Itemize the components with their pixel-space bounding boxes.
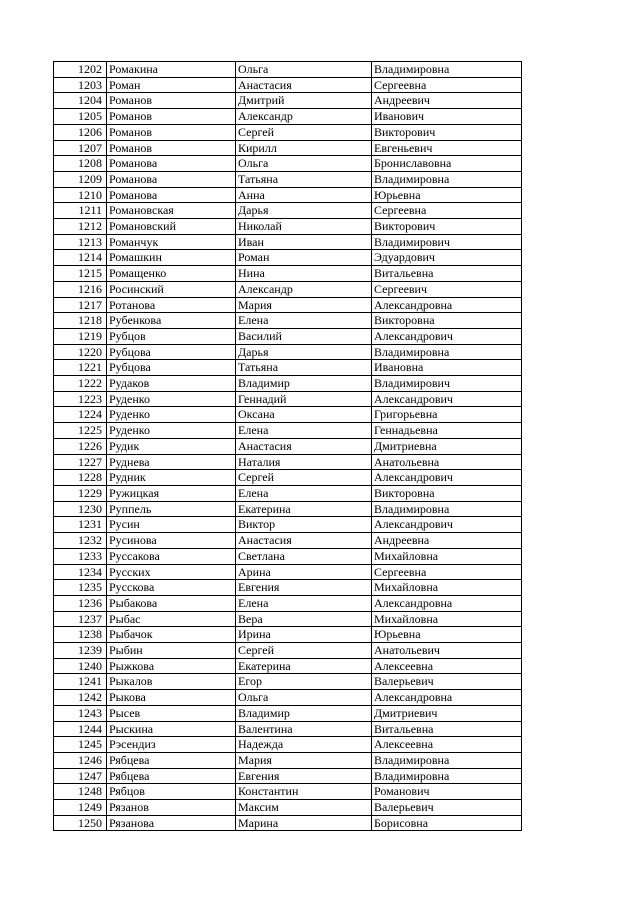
table-row xyxy=(54,643,522,659)
cell-first-name: Василий xyxy=(236,328,372,344)
cell-number: 1222 xyxy=(54,376,107,392)
cell-first-name: Евгения xyxy=(236,580,372,596)
cell-last-name: Романова xyxy=(107,171,236,187)
cell-number: 1231 xyxy=(54,517,107,533)
cell-first-name: Дмитрий xyxy=(236,93,372,109)
cell-patronymic: Брониславовна xyxy=(372,156,522,172)
table-row xyxy=(54,234,522,250)
cell-first-name: Анастасия xyxy=(236,438,372,454)
table-row xyxy=(54,156,522,172)
cell-last-name: Рязанова xyxy=(107,815,236,831)
cell-number: 1209 xyxy=(54,171,107,187)
cell-number: 1248 xyxy=(54,784,107,800)
table-row xyxy=(54,815,522,831)
cell-first-name: Мария xyxy=(236,752,372,768)
cell-number: 1211 xyxy=(54,203,107,219)
cell-last-name: Ромащенко xyxy=(107,266,236,282)
cell-first-name: Сергей xyxy=(236,643,372,659)
table-row xyxy=(54,580,522,596)
cell-first-name: Татьяна xyxy=(236,171,372,187)
cell-first-name: Анастасия xyxy=(236,533,372,549)
cell-number: 1236 xyxy=(54,595,107,611)
cell-last-name: Рыбачок xyxy=(107,627,236,643)
cell-last-name: Роман xyxy=(107,77,236,93)
cell-last-name: Рэсендиз xyxy=(107,737,236,753)
table-row xyxy=(54,360,522,376)
cell-last-name: Рысев xyxy=(107,705,236,721)
cell-patronymic: Валерьевич xyxy=(372,800,522,816)
cell-patronymic: Евгеньевич xyxy=(372,140,522,156)
cell-patronymic: Александрович xyxy=(372,328,522,344)
table-row xyxy=(54,595,522,611)
cell-number: 1228 xyxy=(54,470,107,486)
cell-patronymic: Эдуардович xyxy=(372,250,522,266)
cell-first-name: Сергей xyxy=(236,124,372,140)
cell-last-name: Рубцова xyxy=(107,360,236,376)
cell-last-name: Руденко xyxy=(107,423,236,439)
cell-first-name: Елена xyxy=(236,595,372,611)
cell-last-name: Рудник xyxy=(107,470,236,486)
cell-number: 1239 xyxy=(54,643,107,659)
cell-last-name: Рубенкова xyxy=(107,313,236,329)
cell-patronymic: Андреевна xyxy=(372,533,522,549)
table-row xyxy=(54,548,522,564)
cell-patronymic: Сергеевич xyxy=(372,281,522,297)
table-row xyxy=(54,391,522,407)
cell-last-name: Русских xyxy=(107,564,236,580)
cell-number: 1223 xyxy=(54,391,107,407)
cell-patronymic: Анатольевич xyxy=(372,643,522,659)
cell-patronymic: Сергеевна xyxy=(372,77,522,93)
cell-patronymic: Александрович xyxy=(372,391,522,407)
table-row xyxy=(54,611,522,627)
table-row xyxy=(54,77,522,93)
people-table xyxy=(53,61,522,831)
cell-number: 1206 xyxy=(54,124,107,140)
cell-patronymic: Юрьевна xyxy=(372,187,522,203)
cell-patronymic: Андреевич xyxy=(372,93,522,109)
cell-last-name: Русин xyxy=(107,517,236,533)
cell-patronymic: Сергеевна xyxy=(372,564,522,580)
cell-last-name: Росинский xyxy=(107,281,236,297)
cell-last-name: Рязанов xyxy=(107,800,236,816)
cell-patronymic: Григорьевна xyxy=(372,407,522,423)
cell-number: 1242 xyxy=(54,690,107,706)
cell-number: 1244 xyxy=(54,721,107,737)
table-row xyxy=(54,344,522,360)
cell-patronymic: Витальевна xyxy=(372,721,522,737)
cell-last-name: Ружицкая xyxy=(107,485,236,501)
cell-number: 1203 xyxy=(54,77,107,93)
cell-patronymic: Александровна xyxy=(372,595,522,611)
cell-first-name: Мария xyxy=(236,297,372,313)
table-row xyxy=(54,140,522,156)
table-row xyxy=(54,281,522,297)
cell-number: 1204 xyxy=(54,93,107,109)
cell-last-name: Рубцов xyxy=(107,328,236,344)
cell-first-name: Владимир xyxy=(236,705,372,721)
cell-first-name: Валентина xyxy=(236,721,372,737)
cell-number: 1220 xyxy=(54,344,107,360)
table-row xyxy=(54,171,522,187)
cell-number: 1226 xyxy=(54,438,107,454)
cell-patronymic: Сергеевна xyxy=(372,203,522,219)
cell-patronymic: Владимировна xyxy=(372,768,522,784)
table-row xyxy=(54,705,522,721)
cell-number: 1232 xyxy=(54,533,107,549)
cell-last-name: Ромашкин xyxy=(107,250,236,266)
table-row xyxy=(54,752,522,768)
cell-number: 1227 xyxy=(54,454,107,470)
cell-last-name: Руппель xyxy=(107,501,236,517)
cell-first-name: Дарья xyxy=(236,203,372,219)
cell-patronymic: Алексеевна xyxy=(372,737,522,753)
table-row xyxy=(54,250,522,266)
cell-first-name: Николай xyxy=(236,219,372,235)
table-row xyxy=(54,501,522,517)
cell-last-name: Рубцова xyxy=(107,344,236,360)
cell-last-name: Рыкова xyxy=(107,690,236,706)
table-row xyxy=(54,328,522,344)
cell-patronymic: Викторович xyxy=(372,219,522,235)
cell-last-name: Ротанова xyxy=(107,297,236,313)
cell-number: 1230 xyxy=(54,501,107,517)
table-row xyxy=(54,737,522,753)
table-row xyxy=(54,721,522,737)
table-row xyxy=(54,690,522,706)
cell-patronymic: Владимировна xyxy=(372,62,522,78)
cell-first-name: Владимир xyxy=(236,376,372,392)
cell-number: 1217 xyxy=(54,297,107,313)
cell-first-name: Виктор xyxy=(236,517,372,533)
cell-patronymic: Ивановна xyxy=(372,360,522,376)
table-row xyxy=(54,124,522,140)
table-row xyxy=(54,768,522,784)
cell-number: 1225 xyxy=(54,423,107,439)
cell-last-name: Рыжкова xyxy=(107,658,236,674)
cell-patronymic: Романович xyxy=(372,784,522,800)
table-body xyxy=(54,62,522,831)
table-row xyxy=(54,454,522,470)
cell-first-name: Иван xyxy=(236,234,372,250)
cell-first-name: Ольга xyxy=(236,690,372,706)
cell-first-name: Евгения xyxy=(236,768,372,784)
cell-patronymic: Владимирович xyxy=(372,376,522,392)
cell-first-name: Екатерина xyxy=(236,658,372,674)
cell-number: 1234 xyxy=(54,564,107,580)
cell-last-name: Рябцева xyxy=(107,768,236,784)
cell-last-name: Рыбин xyxy=(107,643,236,659)
table-row xyxy=(54,438,522,454)
cell-number: 1238 xyxy=(54,627,107,643)
cell-number: 1233 xyxy=(54,548,107,564)
cell-last-name: Руднева xyxy=(107,454,236,470)
table-row xyxy=(54,62,522,78)
cell-first-name: Анна xyxy=(236,187,372,203)
cell-last-name: Рыбас xyxy=(107,611,236,627)
table-row xyxy=(54,203,522,219)
cell-last-name: Русинова xyxy=(107,533,236,549)
cell-patronymic: Владимирович xyxy=(372,234,522,250)
cell-number: 1229 xyxy=(54,485,107,501)
table-row xyxy=(54,533,522,549)
table-row xyxy=(54,485,522,501)
cell-last-name: Руденко xyxy=(107,391,236,407)
cell-first-name: Анастасия xyxy=(236,77,372,93)
cell-last-name: Рыкалов xyxy=(107,674,236,690)
cell-patronymic: Алексеевна xyxy=(372,658,522,674)
table-row xyxy=(54,800,522,816)
cell-first-name: Светлана xyxy=(236,548,372,564)
table-row xyxy=(54,266,522,282)
cell-number: 1237 xyxy=(54,611,107,627)
cell-last-name: Русскова xyxy=(107,580,236,596)
cell-first-name: Вера xyxy=(236,611,372,627)
cell-last-name: Романовская xyxy=(107,203,236,219)
cell-patronymic: Викторович xyxy=(372,124,522,140)
cell-number: 1213 xyxy=(54,234,107,250)
cell-last-name: Рудаков xyxy=(107,376,236,392)
cell-number: 1245 xyxy=(54,737,107,753)
cell-first-name: Александр xyxy=(236,109,372,125)
cell-first-name: Елена xyxy=(236,485,372,501)
cell-patronymic: Викторовна xyxy=(372,313,522,329)
cell-first-name: Оксана xyxy=(236,407,372,423)
cell-first-name: Константин xyxy=(236,784,372,800)
cell-last-name: Рыскина xyxy=(107,721,236,737)
cell-last-name: Рябцов xyxy=(107,784,236,800)
cell-last-name: Рябцева xyxy=(107,752,236,768)
table-row xyxy=(54,658,522,674)
table-row xyxy=(54,784,522,800)
cell-first-name: Надежда xyxy=(236,737,372,753)
cell-patronymic: Владимировна xyxy=(372,501,522,517)
cell-first-name: Татьяна xyxy=(236,360,372,376)
cell-last-name: Романов xyxy=(107,140,236,156)
cell-number: 1221 xyxy=(54,360,107,376)
cell-first-name: Роман xyxy=(236,250,372,266)
table-row xyxy=(54,93,522,109)
cell-patronymic: Александровна xyxy=(372,690,522,706)
cell-last-name: Романовский xyxy=(107,219,236,235)
cell-first-name: Геннадий xyxy=(236,391,372,407)
cell-last-name: Романчук xyxy=(107,234,236,250)
cell-last-name: Романов xyxy=(107,124,236,140)
table-row xyxy=(54,313,522,329)
cell-last-name: Рыбакова xyxy=(107,595,236,611)
cell-first-name: Ольга xyxy=(236,62,372,78)
cell-last-name: Романов xyxy=(107,93,236,109)
cell-last-name: Романова xyxy=(107,187,236,203)
table-row xyxy=(54,470,522,486)
cell-first-name: Екатерина xyxy=(236,501,372,517)
cell-first-name: Сергей xyxy=(236,470,372,486)
cell-number: 1215 xyxy=(54,266,107,282)
cell-first-name: Елена xyxy=(236,313,372,329)
table-row xyxy=(54,187,522,203)
cell-first-name: Елена xyxy=(236,423,372,439)
cell-patronymic: Александровна xyxy=(372,297,522,313)
cell-patronymic: Александрович xyxy=(372,470,522,486)
table-row xyxy=(54,109,522,125)
cell-patronymic: Дмитриевна xyxy=(372,438,522,454)
cell-number: 1246 xyxy=(54,752,107,768)
cell-patronymic: Геннадьевна xyxy=(372,423,522,439)
table-row xyxy=(54,297,522,313)
cell-last-name: Романов xyxy=(107,109,236,125)
table-row xyxy=(54,407,522,423)
cell-number: 1240 xyxy=(54,658,107,674)
cell-first-name: Александр xyxy=(236,281,372,297)
table-row xyxy=(54,564,522,580)
cell-first-name: Максим xyxy=(236,800,372,816)
table-row xyxy=(54,376,522,392)
table-row xyxy=(54,423,522,439)
cell-number: 1218 xyxy=(54,313,107,329)
cell-patronymic: Витальевна xyxy=(372,266,522,282)
cell-patronymic: Владимировна xyxy=(372,752,522,768)
cell-number: 1205 xyxy=(54,109,107,125)
cell-number: 1247 xyxy=(54,768,107,784)
cell-patronymic: Анатольевна xyxy=(372,454,522,470)
table-row xyxy=(54,219,522,235)
cell-first-name: Ирина xyxy=(236,627,372,643)
cell-patronymic: Валерьевич xyxy=(372,674,522,690)
cell-first-name: Марина xyxy=(236,815,372,831)
cell-number: 1207 xyxy=(54,140,107,156)
cell-number: 1214 xyxy=(54,250,107,266)
cell-number: 1216 xyxy=(54,281,107,297)
cell-number: 1202 xyxy=(54,62,107,78)
cell-number: 1250 xyxy=(54,815,107,831)
cell-number: 1212 xyxy=(54,219,107,235)
cell-first-name: Дарья xyxy=(236,344,372,360)
cell-number: 1243 xyxy=(54,705,107,721)
cell-number: 1224 xyxy=(54,407,107,423)
cell-last-name: Романова xyxy=(107,156,236,172)
cell-first-name: Егор xyxy=(236,674,372,690)
cell-number: 1241 xyxy=(54,674,107,690)
cell-number: 1208 xyxy=(54,156,107,172)
cell-patronymic: Михайловна xyxy=(372,548,522,564)
cell-patronymic: Борисовна xyxy=(372,815,522,831)
cell-last-name: Рудик xyxy=(107,438,236,454)
cell-number: 1219 xyxy=(54,328,107,344)
cell-first-name: Наталия xyxy=(236,454,372,470)
cell-number: 1235 xyxy=(54,580,107,596)
cell-patronymic: Дмитриевич xyxy=(372,705,522,721)
cell-patronymic: Александрович xyxy=(372,517,522,533)
cell-first-name: Нина xyxy=(236,266,372,282)
table-row xyxy=(54,674,522,690)
cell-last-name: Ромакина xyxy=(107,62,236,78)
cell-first-name: Арина xyxy=(236,564,372,580)
cell-patronymic: Михайловна xyxy=(372,611,522,627)
cell-patronymic: Юрьевна xyxy=(372,627,522,643)
cell-first-name: Ольга xyxy=(236,156,372,172)
cell-patronymic: Михайловна xyxy=(372,580,522,596)
cell-patronymic: Владимировна xyxy=(372,171,522,187)
cell-last-name: Руденко xyxy=(107,407,236,423)
cell-first-name: Кирилл xyxy=(236,140,372,156)
cell-patronymic: Иванович xyxy=(372,109,522,125)
cell-patronymic: Викторовна xyxy=(372,485,522,501)
cell-patronymic: Владимировна xyxy=(372,344,522,360)
table-row xyxy=(54,627,522,643)
table-row xyxy=(54,517,522,533)
cell-number: 1210 xyxy=(54,187,107,203)
cell-number: 1249 xyxy=(54,800,107,816)
cell-last-name: Руссакова xyxy=(107,548,236,564)
